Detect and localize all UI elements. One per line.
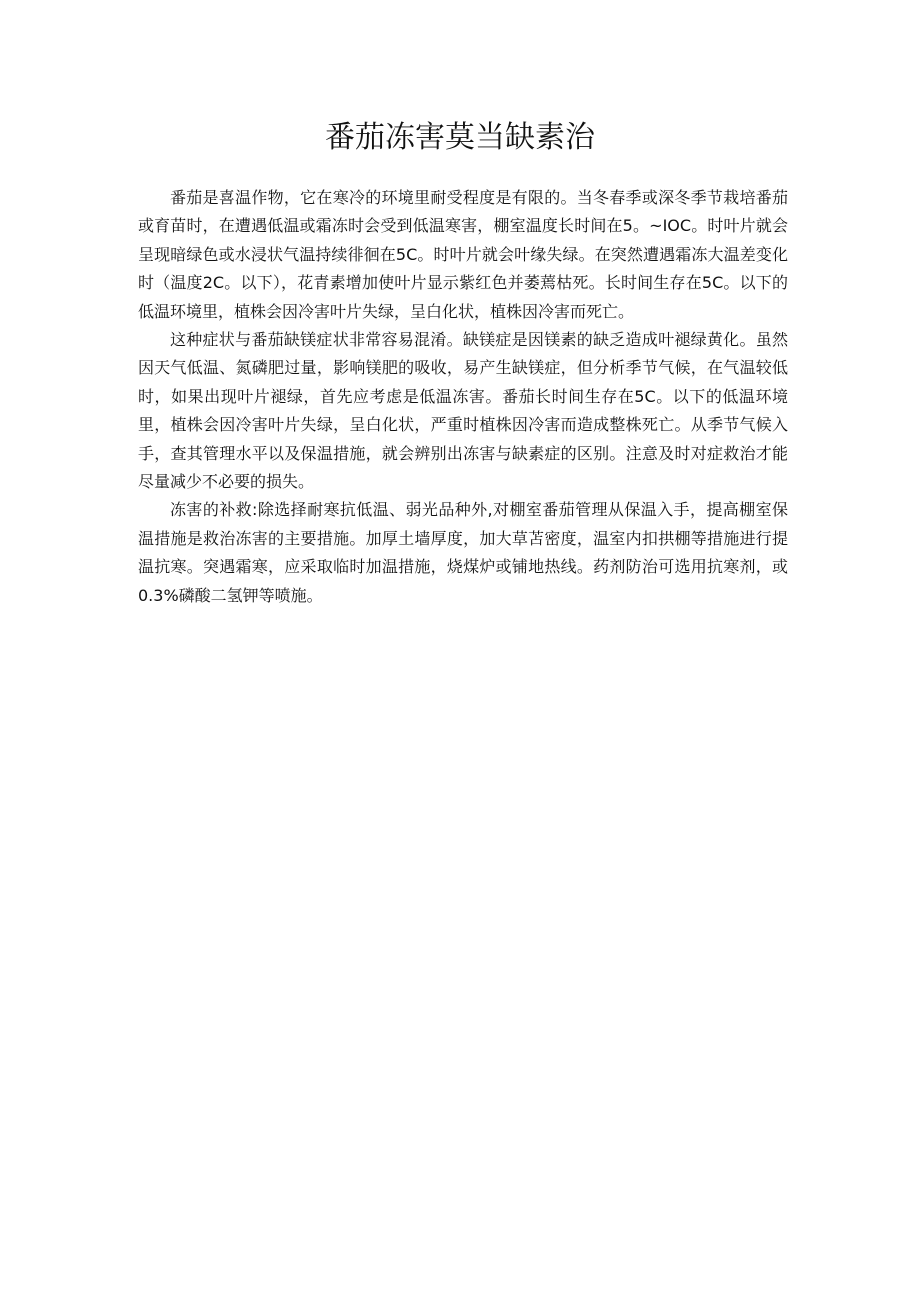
document-body: [138, 184, 788, 610]
document-title: 番茄冻害莫当缺素治: [325, 120, 595, 155]
paragraph-2: 这种症状与番茄缺镁症状非常容易混淆。缺镁症是因镁素的缺乏造成叶褪绿黄化。虽然因天气低温、氮磷肥过量，影响镁肥的吸收，易产生缺镁症，但分析季节气候，在气温较低时，如果出现叶片褪绿，首先应考虑是低温冻害。番茄长时间生存在5C。以下的低温环境里，植株会因冷害叶片失绿，呈白化状，严重时植株因冷害而造成整株死亡。从季节气候入手，查其管理水平以及保温措施，就会辨别出冻害与缺素症的区别。注意及时对症救治才能尽量减少不必要的损失。: [138, 330, 788, 492]
paragraph-3: 冻害的补救:除选择耐寒抗低温、弱光品种外,对棚室番茄管理从保温入手，提高棚室保温措施是救治冻害的主要措施。加厚土墙厚度，加大草苫密度，温室内扣拱棚等措施进行提温抗寒。突遇霜寒，应采取临时加温措施，烧煤炉或铺地热线。药剂防治可选用抗寒剂，或0.3%磷酸二氢钾等喷施。: [138, 500, 788, 605]
paragraph-1: 番茄是喜温作物，它在寒冷的环境里耐受程度是有限的。当冬春季或深冬季节栽培番茄或育苗时，在遭遇低温或霜冻时会受到低温寒害，棚室温度长时间在5。~IOC。时叶片就会呈现暗绿色或水浸状气温持续徘徊在5C。时叶片就会叶缘失绿。在突然遭遇霜冻大温差变化时（温度2C。以下），花青素增加使叶片显示紫红色并萎蔫枯死。长时间生存在5C。以下的低温环境里，植株会因冷害叶片失绿，呈白化状，植株因冷害而死亡。: [138, 188, 788, 321]
